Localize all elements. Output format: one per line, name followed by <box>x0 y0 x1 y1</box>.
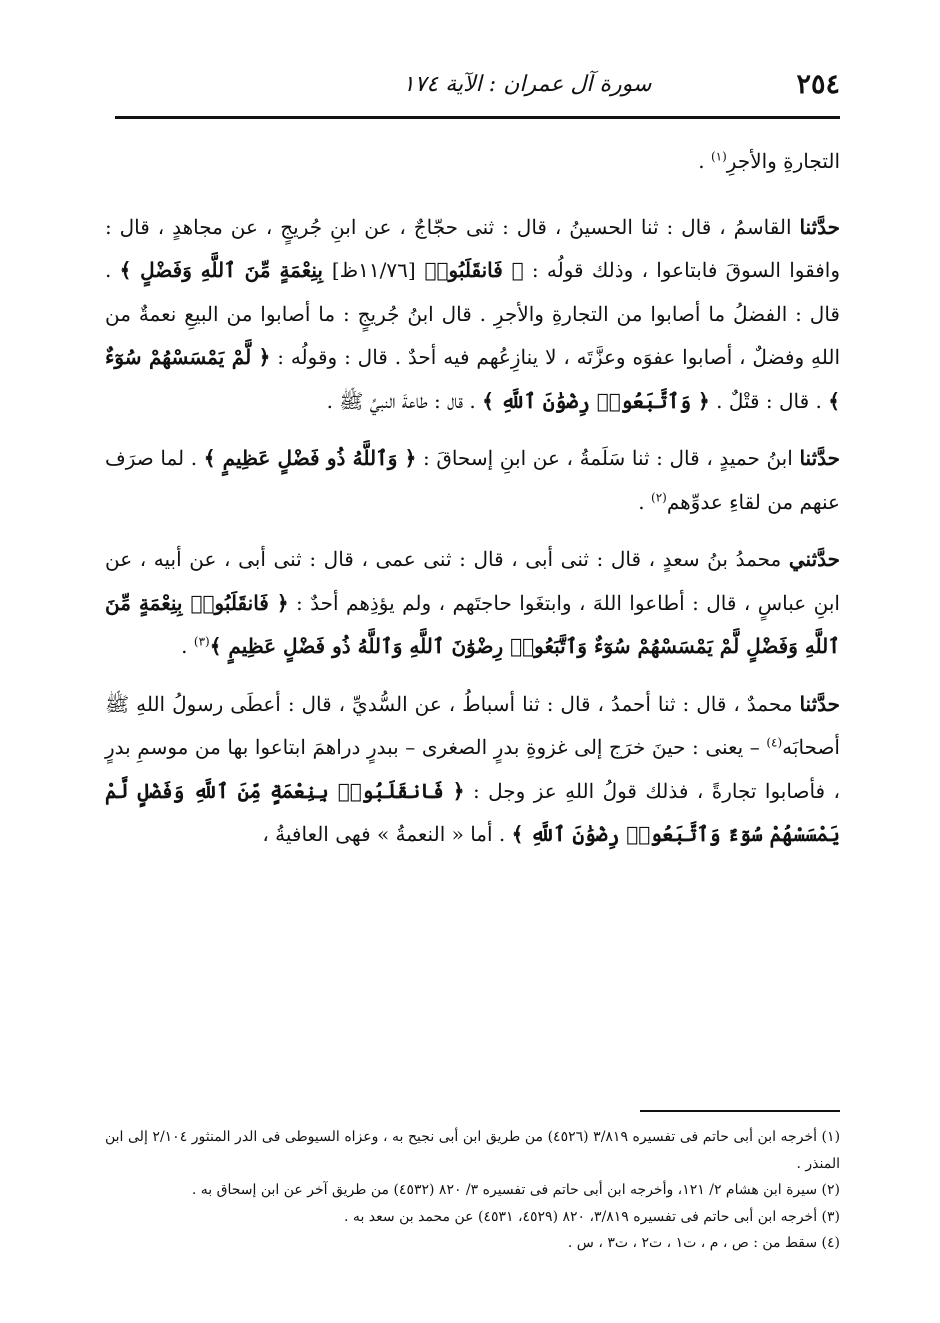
hadith-keyword: حدَّثنا <box>799 214 840 239</box>
footnote-3: (٣) أخرجه ابن أبى حاتم فى تفسيره ٣/٨١٩، ٨٢٠ (٤٥٢٩، ٤٥٣١) عن محمد بن سعد به . <box>344 1208 840 1225</box>
page-number: ٢٥٤ <box>796 68 840 100</box>
quran-quote: ﴿ وَٱتَّبَعُوا۟ رِضْوَٰنَ ٱللَّهِ ﴾ <box>482 388 710 413</box>
paragraph-text: . أما « النعمةُ » فهى العافيةُ ، <box>262 822 512 846</box>
paragraph-text: – يعنى : حينَ خرَج إلى غزوةِ بدرٍ الصغرى – ببدرٍ دراهمَ ابتاعوا بها من موسمِ بدرٍ ، فأصابوا تجارةً ، فذلك قولُ اللهِ عز وجل : <box>105 735 840 803</box>
paragraph-text: . قال : الفضلُ ما أصابوا من التجارةِ والأجرِ . قال ابنُ جُريجٍ : ما أصابوا من البيعِ نعمةٌ من اللهِ وفضلٌ ، أصابوا عفوَه وعزَّتَه ، لا ينازِعُهم فيه أحدٌ . قال : وقولُه : <box>105 258 840 369</box>
paragraph-text: التجارةِ والأجرِ <box>726 149 840 173</box>
paragraph-text: . لما صرَف عنهم من لقاءِ عدوِّهم <box>105 446 840 514</box>
footnote-1: (١) أخرجه ابن أبى حاتم فى تفسيره ٣/٨١٩ (٤٥٢٦) من طريق ابن أبى نجيح به ، وعزاه السيوطى فى الدر المنثور ٢/١٠٤ إلى ابن المنذر . <box>105 1129 841 1172</box>
quran-quote: ﴿ فَانقَلَبُوا۟ بِنِعْمَةٍ مِّنَ ٱللَّهِ وَفَضْلٍ لَّمْ يَمْسَسْهُمْ سُوٓءٌ وَٱتَّبَعُوا۟ رِضْوَٰنَ ٱللَّهِ وَٱللَّهُ ذُو فَضْلٍ عَظِيمٍ ﴾ <box>105 590 840 658</box>
paragraph-text: . قال : قتْلٌ . <box>709 388 829 413</box>
paragraph-4 <box>105 538 840 669</box>
paragraph-tail: . <box>698 149 711 173</box>
paragraph-text: . قال : طاعةَ النبيِّ ﷺ . <box>326 388 483 413</box>
manuscript-marker: [١١/٧٦ظ] <box>331 258 416 282</box>
paragraph-text: محمدٌ ، قال : ثنا أحمدُ ، قال : ثنا أسباطُ ، عن السُّديِّ ، قال : أعطَى رسولُ اللهِ ﷺ أصحابَه <box>105 691 840 759</box>
quran-quote: بِنِعْمَةٍ مِّنَ ٱللَّهِ وَفَضْلٍ ﴾ <box>119 258 332 282</box>
hadith-keyword: حدَّثنا <box>799 691 840 716</box>
footnote-ref-2: (٢) <box>651 489 667 504</box>
footnote-4: (٤) سقط من : ص ، م ، ت١ ، ت٢ ، ت٣ ، س . <box>567 1235 840 1251</box>
paragraph-text: القاسمُ ، قال : ثنا الحسينُ ، قال : ثنى حجّاجٌ ، عن ابنِ جُريجٍ ، عن مجاهدٍ ، قال : وافقوا السوقَ فابتاعوا ، وذلك قولُه : <box>105 214 841 282</box>
footnotes <box>105 1124 840 1257</box>
quran-quote: ﴿ لَّمْ يَمْسَسْهُمْ سُوٓءٌ ﴾ <box>105 345 840 413</box>
footnote-2: (٢) سيرة ابن هشام ٢/ ١٢١، وأخرجه ابن أبى حاتم فى تفسيره ٣/ ٨٢٠ (٤٥٣٢) من طريق آخر عن ابن إسحاق به . <box>191 1182 840 1198</box>
footnote-ref-1: (١) <box>710 149 727 164</box>
paragraph-tail: . <box>638 489 651 514</box>
paragraph-1 <box>105 140 840 184</box>
paragraph-tail: . <box>181 634 194 658</box>
main-text <box>105 140 840 871</box>
page-header <box>115 62 840 106</box>
quran-quote: ﴿ وَٱللَّهُ ذُو فَضْلٍ عَظِيمٍ ﴾ <box>203 446 417 470</box>
footnote-separator <box>640 1110 840 1112</box>
paragraph-text: ابنُ حميدٍ ، قال : ثنا سَلَمةُ ، عن ابنِ إسحاقَ : <box>416 446 800 470</box>
paragraph-3 <box>105 437 840 524</box>
paragraph-5 <box>105 683 840 857</box>
running-title: سورة آل عمران : الآية ١٧٤ <box>402 71 652 97</box>
paragraph-2 <box>105 206 840 424</box>
hadith-keyword: حدَّثنا <box>799 446 840 470</box>
footnote-ref-3: (٣) <box>193 634 210 649</box>
quran-quote: ﴿ فَانقَلَبُوا۟ بِنِعْمَةٍ مِّنَ ٱللَّهِ وَفَضْلٍ لَّمْ يَمْسَسْهُمْ سُوٓءٌ وَٱتَّبَعُوا۟ رِضْوَٰنَ ٱللَّهِ ﴾ <box>105 778 840 846</box>
hadith-keyword: حدَّثني <box>788 547 840 571</box>
quran-quote: ﴿ فَانقَلَبُوا۟ <box>415 258 524 282</box>
footnote-ref-4: (٤) <box>766 735 783 750</box>
paragraph-text: محمدُ بنُ سعدٍ ، قال : ثنى أبى ، قال : ثنى عمى ، قال : ثنى أبى ، عن أبيه ، عن ابنِ عباسٍ ، قال : أطاعوا اللهَ ، وابتغَوا حاجتَهم ، ولم يؤذِهم أحدٌ : <box>105 547 840 615</box>
header-rule <box>115 116 840 119</box>
